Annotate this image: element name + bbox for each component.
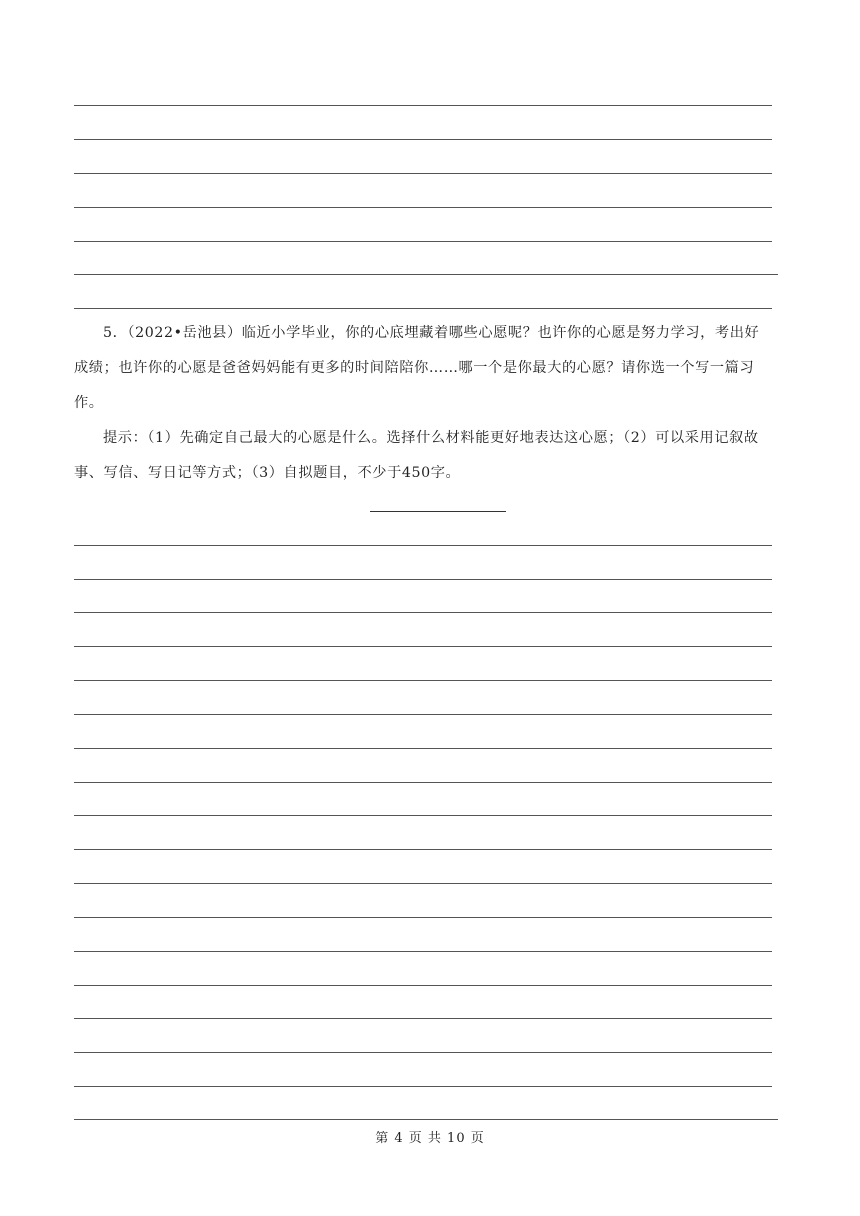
writing-line [74,612,772,613]
writing-line [74,748,772,749]
writing-line [74,849,772,850]
writing-line [74,579,772,580]
writing-line [74,1018,772,1019]
writing-line [74,105,772,106]
question-5 [74,316,774,491]
writing-line [74,308,772,309]
writing-line [74,680,772,681]
writing-line [74,985,772,986]
writing-line [74,883,772,884]
writing-line [74,646,772,647]
writing-line [74,241,772,242]
writing-line [74,274,778,275]
writing-line [74,139,772,140]
writing-line [74,173,772,174]
writing-line [74,714,772,715]
writing-line [74,545,772,546]
question-prompt: 5．（2022•岳池县）临近小学毕业，你的心底埋藏着哪些心愿呢？也许你的心愿是努力学习，考出好成绩；也许你的心愿是爸爸妈妈能有更多的时间陪陪你……哪一个是你最大的心愿？请你选一个写一篇习作。 [74,325,760,411]
page-footer: 第 4 页 共 10 页 [375,1131,485,1146]
writing-line [74,1119,778,1120]
writing-line [74,815,772,816]
title-blank [370,511,506,512]
writing-line [74,951,772,952]
writing-line [74,207,772,208]
writing-line [74,917,772,918]
question-hint: 提示：（1）先确定自己最大的心愿是什么。选择什么材料能更好地表达这心愿；（2）可以采用记叙故事、写信、写日记等方式；（3）自拟题目，不少于450字。 [74,430,759,481]
writing-line [74,1052,772,1053]
writing-line [74,1086,772,1087]
writing-line [74,782,772,783]
